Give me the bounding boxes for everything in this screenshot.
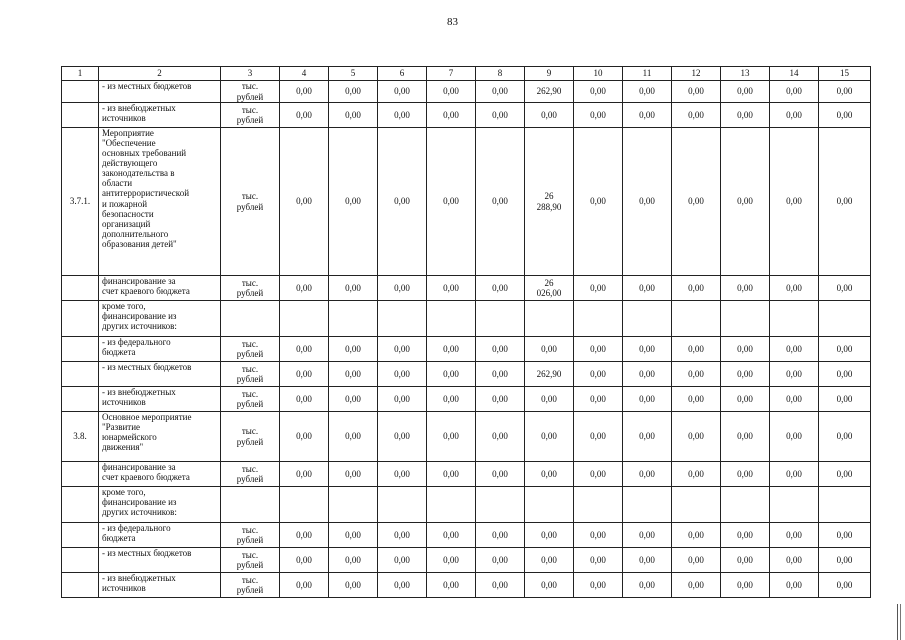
value-cell: 0,00	[819, 462, 871, 487]
value-cell: 0,00	[280, 387, 329, 412]
value-cell: 0,00	[476, 128, 525, 276]
table-row	[62, 548, 871, 573]
column-header: 12	[672, 67, 721, 81]
value-cell: 0,00	[525, 523, 574, 548]
value-cell: 0,00	[672, 548, 721, 573]
column-header: 3	[221, 67, 280, 81]
value-cell: 0,00	[476, 276, 525, 301]
table-row	[62, 337, 871, 362]
value-cell: 0,00	[427, 362, 476, 387]
row-unit-cell: тыс. рублей	[221, 573, 280, 598]
value-cell: 0,00	[770, 412, 819, 462]
value-cell: 0,00	[329, 276, 378, 301]
column-header: 1	[62, 67, 99, 81]
value-cell: 0,00	[819, 276, 871, 301]
value-cell: 0,00	[329, 362, 378, 387]
value-cell: 0,00	[770, 462, 819, 487]
value-cell: 0,00	[623, 128, 672, 276]
value-cell: 0,00	[427, 81, 476, 103]
table-row	[62, 412, 871, 462]
value-cell: 0,00	[427, 548, 476, 573]
value-cell: 0,00	[574, 548, 623, 573]
row-unit-cell	[221, 487, 280, 523]
table-row	[62, 387, 871, 412]
value-cell: 0,00	[329, 337, 378, 362]
row-code-cell	[62, 523, 99, 548]
row-name-cell: - из местных бюджетов	[99, 362, 221, 387]
value-cell: 262,90	[525, 362, 574, 387]
value-cell: 0,00	[819, 81, 871, 103]
row-name-cell: - из местных бюджетов	[99, 81, 221, 103]
value-cell: 0,00	[574, 103, 623, 128]
value-cell: 0,00	[525, 337, 574, 362]
row-name-cell: - из федерального бюджета	[99, 523, 221, 548]
value-cell	[378, 487, 427, 523]
value-cell	[476, 487, 525, 523]
value-cell: 0,00	[280, 276, 329, 301]
row-unit-cell	[221, 301, 280, 337]
value-cell: 0,00	[329, 462, 378, 487]
value-cell: 0,00	[623, 362, 672, 387]
row-code-cell	[62, 362, 99, 387]
row-code-cell	[62, 301, 99, 337]
value-cell: 0,00	[770, 276, 819, 301]
value-cell: 0,00	[819, 387, 871, 412]
row-unit-cell: тыс. рублей	[221, 523, 280, 548]
row-code-cell	[62, 387, 99, 412]
value-cell: 0,00	[770, 128, 819, 276]
value-cell: 0,00	[574, 462, 623, 487]
value-cell: 0,00	[672, 523, 721, 548]
value-cell: 0,00	[574, 573, 623, 598]
value-cell: 0,00	[476, 462, 525, 487]
value-cell	[819, 301, 871, 337]
value-cell: 0,00	[378, 573, 427, 598]
row-unit-cell: тыс. рублей	[221, 128, 280, 276]
value-cell: 0,00	[378, 548, 427, 573]
value-cell: 0,00	[427, 412, 476, 462]
table-row	[62, 362, 871, 387]
row-code-cell	[62, 103, 99, 128]
value-cell: 0,00	[476, 362, 525, 387]
value-cell: 0,00	[525, 548, 574, 573]
value-cell: 0,00	[721, 573, 770, 598]
column-header: 15	[819, 67, 871, 81]
value-cell: 0,00	[525, 462, 574, 487]
table-body	[62, 81, 871, 598]
value-cell: 0,00	[721, 412, 770, 462]
row-code-cell	[62, 462, 99, 487]
row-name-cell: кроме того, финансирование из других источников:	[99, 487, 221, 523]
row-unit-cell: тыс. рублей	[221, 548, 280, 573]
table-row	[62, 487, 871, 523]
row-code-cell: 3.7.1.	[62, 128, 99, 276]
value-cell: 0,00	[329, 81, 378, 103]
value-cell	[574, 487, 623, 523]
value-cell: 0,00	[427, 387, 476, 412]
value-cell: 0,00	[819, 362, 871, 387]
value-cell: 0,00	[525, 103, 574, 128]
value-cell: 0,00	[574, 81, 623, 103]
column-header: 10	[574, 67, 623, 81]
value-cell: 0,00	[378, 462, 427, 487]
value-cell: 0,00	[819, 412, 871, 462]
value-cell	[672, 487, 721, 523]
column-header: 5	[329, 67, 378, 81]
value-cell: 0,00	[378, 523, 427, 548]
value-cell: 0,00	[623, 337, 672, 362]
row-code-cell	[62, 276, 99, 301]
value-cell: 0,00	[770, 523, 819, 548]
table-row	[62, 128, 871, 276]
row-name-cell: - из внебюджетных источников	[99, 103, 221, 128]
value-cell: 0,00	[378, 276, 427, 301]
row-unit-cell: тыс. рублей	[221, 103, 280, 128]
page-number: 83	[447, 16, 458, 28]
value-cell: 0,00	[770, 362, 819, 387]
value-cell: 0,00	[378, 103, 427, 128]
row-code-cell	[62, 573, 99, 598]
column-number-row	[62, 67, 871, 81]
value-cell: 0,00	[476, 81, 525, 103]
value-cell: 0,00	[819, 337, 871, 362]
value-cell	[574, 301, 623, 337]
value-cell: 0,00	[721, 128, 770, 276]
value-cell	[721, 487, 770, 523]
value-cell	[525, 301, 574, 337]
value-cell: 0,00	[427, 103, 476, 128]
value-cell: 0,00	[378, 387, 427, 412]
value-cell	[280, 301, 329, 337]
value-cell: 0,00	[770, 548, 819, 573]
column-header: 13	[721, 67, 770, 81]
value-cell	[280, 487, 329, 523]
value-cell: 0,00	[574, 276, 623, 301]
value-cell: 0,00	[623, 103, 672, 128]
value-cell: 0,00	[721, 548, 770, 573]
value-cell	[770, 301, 819, 337]
row-name-cell: финансирование за счет краевого бюджета	[99, 276, 221, 301]
value-cell: 0,00	[574, 523, 623, 548]
value-cell: 262,90	[525, 81, 574, 103]
value-cell: 0,00	[378, 128, 427, 276]
value-cell: 0,00	[329, 573, 378, 598]
value-cell: 0,00	[672, 573, 721, 598]
value-cell: 0,00	[623, 548, 672, 573]
value-cell: 0,00	[721, 523, 770, 548]
value-cell	[427, 487, 476, 523]
row-unit-cell: тыс. рублей	[221, 276, 280, 301]
row-name-cell: - из внебюджетных источников	[99, 387, 221, 412]
value-cell: 0,00	[329, 523, 378, 548]
value-cell: 0,00	[721, 81, 770, 103]
value-cell	[329, 487, 378, 523]
value-cell: 0,00	[476, 573, 525, 598]
value-cell: 0,00	[623, 276, 672, 301]
value-cell: 0,00	[280, 523, 329, 548]
row-unit-cell: тыс. рублей	[221, 337, 280, 362]
column-header: 9	[525, 67, 574, 81]
value-cell: 0,00	[427, 462, 476, 487]
value-cell: 0,00	[672, 412, 721, 462]
row-name-cell: кроме того, финансирование из других источников:	[99, 301, 221, 337]
value-cell: 0,00	[476, 548, 525, 573]
column-header: 11	[623, 67, 672, 81]
row-unit-cell: тыс. рублей	[221, 387, 280, 412]
value-cell: 0,00	[280, 462, 329, 487]
row-code-cell	[62, 337, 99, 362]
value-cell: 0,00	[819, 128, 871, 276]
row-name-cell: - из федерального бюджета	[99, 337, 221, 362]
value-cell: 0,00	[623, 412, 672, 462]
value-cell: 0,00	[329, 412, 378, 462]
value-cell: 0,00	[574, 128, 623, 276]
value-cell: 0,00	[770, 387, 819, 412]
column-header: 14	[770, 67, 819, 81]
table-row	[62, 523, 871, 548]
row-name-cell: Мероприятие "Обеспечение основных требований действующего законодательства в области антитеррористической и пожарной безопасности организаций дополнительного образования детей"	[99, 128, 221, 276]
value-cell	[770, 487, 819, 523]
value-cell	[721, 301, 770, 337]
value-cell: 0,00	[329, 103, 378, 128]
value-cell: 0,00	[672, 103, 721, 128]
value-cell: 0,00	[280, 103, 329, 128]
value-cell: 26 026,00	[525, 276, 574, 301]
value-cell: 0,00	[819, 573, 871, 598]
row-unit-cell: тыс. рублей	[221, 462, 280, 487]
value-cell: 0,00	[329, 387, 378, 412]
value-cell	[623, 487, 672, 523]
value-cell	[329, 301, 378, 337]
row-unit-cell: тыс. рублей	[221, 81, 280, 103]
value-cell: 0,00	[819, 548, 871, 573]
value-cell: 0,00	[476, 387, 525, 412]
row-unit-cell: тыс. рублей	[221, 412, 280, 462]
table-row	[62, 462, 871, 487]
value-cell: 0,00	[525, 387, 574, 412]
value-cell	[672, 301, 721, 337]
row-code-cell	[62, 548, 99, 573]
value-cell	[427, 301, 476, 337]
value-cell: 0,00	[280, 128, 329, 276]
value-cell: 0,00	[280, 548, 329, 573]
column-header: 2	[99, 67, 221, 81]
table-row	[62, 276, 871, 301]
table-row	[62, 301, 871, 337]
row-unit-cell: тыс. рублей	[221, 362, 280, 387]
value-cell: 0,00	[378, 412, 427, 462]
value-cell: 0,00	[672, 276, 721, 301]
value-cell: 0,00	[672, 362, 721, 387]
value-cell: 0,00	[329, 128, 378, 276]
row-name-cell: - из внебюджетных источников	[99, 573, 221, 598]
row-code-cell	[62, 81, 99, 103]
value-cell: 0,00	[427, 337, 476, 362]
row-code-cell	[62, 487, 99, 523]
table-row	[62, 81, 871, 103]
scan-edge-mark	[897, 604, 901, 640]
value-cell: 0,00	[672, 387, 721, 412]
value-cell: 0,00	[672, 81, 721, 103]
value-cell: 0,00	[378, 81, 427, 103]
value-cell: 0,00	[770, 81, 819, 103]
value-cell: 0,00	[721, 337, 770, 362]
value-cell: 0,00	[329, 548, 378, 573]
value-cell: 0,00	[427, 573, 476, 598]
value-cell: 0,00	[574, 387, 623, 412]
value-cell: 0,00	[623, 81, 672, 103]
value-cell: 0,00	[280, 81, 329, 103]
value-cell: 0,00	[476, 523, 525, 548]
row-code-cell: 3.8.	[62, 412, 99, 462]
value-cell: 0,00	[378, 337, 427, 362]
value-cell: 0,00	[427, 128, 476, 276]
value-cell: 0,00	[378, 362, 427, 387]
value-cell	[525, 487, 574, 523]
budget-table	[61, 66, 871, 598]
table-row	[62, 103, 871, 128]
value-cell: 26 288,90	[525, 128, 574, 276]
value-cell: 0,00	[721, 276, 770, 301]
value-cell: 0,00	[280, 337, 329, 362]
value-cell: 0,00	[280, 573, 329, 598]
row-name-cell: - из местных бюджетов	[99, 548, 221, 573]
value-cell: 0,00	[280, 362, 329, 387]
value-cell: 0,00	[623, 523, 672, 548]
column-header: 7	[427, 67, 476, 81]
value-cell: 0,00	[623, 387, 672, 412]
column-header: 8	[476, 67, 525, 81]
value-cell: 0,00	[427, 276, 476, 301]
value-cell	[819, 487, 871, 523]
row-name-cell: Основное мероприятие "Развитие юнармейского движения"	[99, 412, 221, 462]
value-cell: 0,00	[574, 362, 623, 387]
value-cell: 0,00	[427, 523, 476, 548]
value-cell: 0,00	[819, 103, 871, 128]
value-cell: 0,00	[574, 412, 623, 462]
row-name-cell: финансирование за счет краевого бюджета	[99, 462, 221, 487]
value-cell: 0,00	[770, 103, 819, 128]
value-cell	[623, 301, 672, 337]
value-cell: 0,00	[623, 573, 672, 598]
value-cell: 0,00	[476, 412, 525, 462]
value-cell: 0,00	[574, 337, 623, 362]
value-cell: 0,00	[819, 523, 871, 548]
value-cell: 0,00	[770, 337, 819, 362]
value-cell: 0,00	[525, 573, 574, 598]
value-cell: 0,00	[476, 103, 525, 128]
value-cell: 0,00	[672, 462, 721, 487]
value-cell: 0,00	[721, 462, 770, 487]
value-cell	[476, 301, 525, 337]
value-cell: 0,00	[721, 103, 770, 128]
value-cell: 0,00	[672, 128, 721, 276]
value-cell: 0,00	[476, 337, 525, 362]
value-cell: 0,00	[721, 362, 770, 387]
value-cell	[378, 301, 427, 337]
column-header: 6	[378, 67, 427, 81]
value-cell: 0,00	[721, 387, 770, 412]
value-cell: 0,00	[623, 462, 672, 487]
column-header: 4	[280, 67, 329, 81]
table-row	[62, 573, 871, 598]
value-cell: 0,00	[672, 337, 721, 362]
value-cell: 0,00	[280, 412, 329, 462]
value-cell: 0,00	[525, 412, 574, 462]
value-cell: 0,00	[770, 573, 819, 598]
